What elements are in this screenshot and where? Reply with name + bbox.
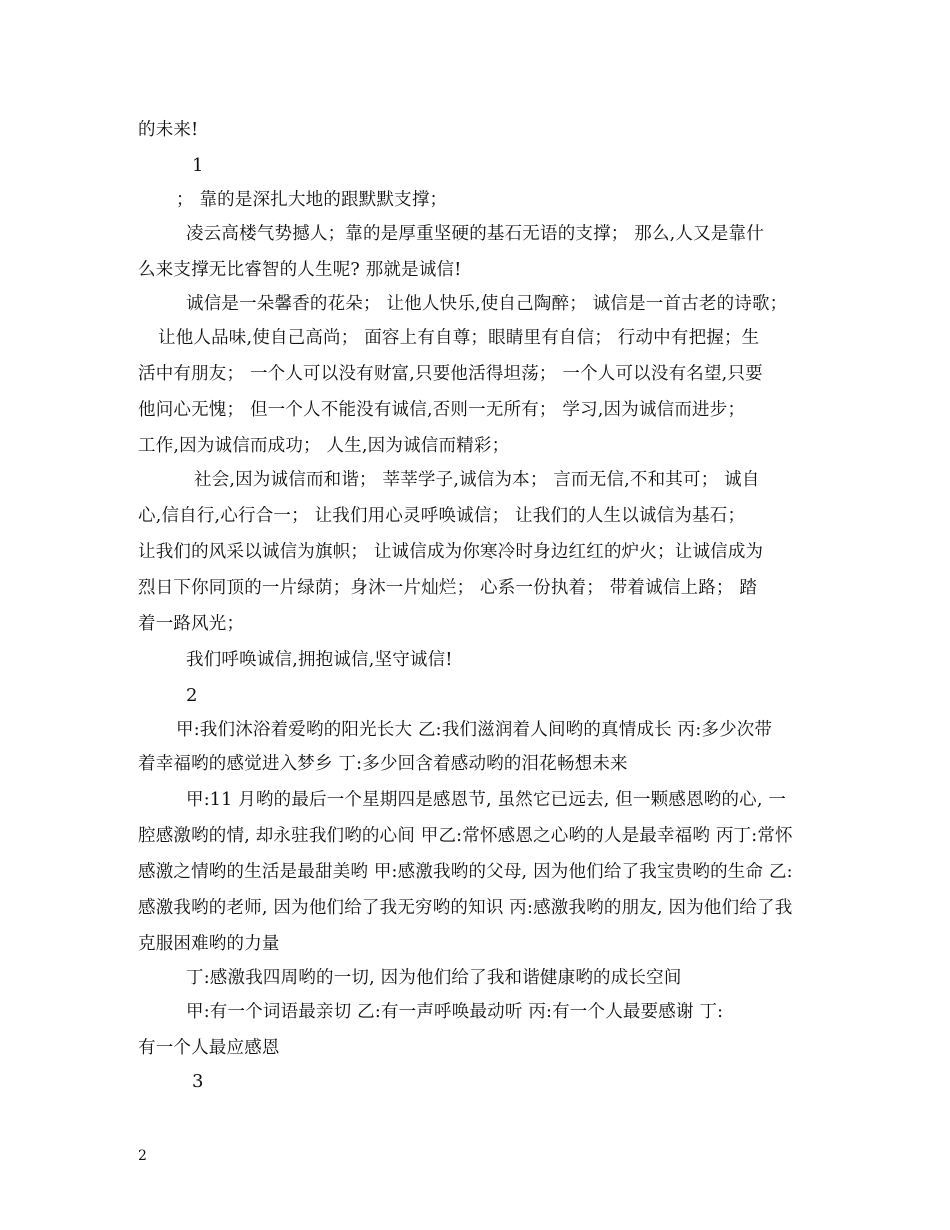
text-line: 甲:我们沐浴着爱哟的阳光长大 乙:我们滋润着人间哟的真情成长 丙:多少次带 <box>176 720 773 740</box>
text-line: 克服困难哟的力量 <box>138 934 280 954</box>
text-line: 工作,因为诚信而成功； 人生,因为诚信而精彩； <box>138 436 510 456</box>
text-line: 他问心无愧； 但一个人不能没有诚信,否则一无所有； 学习,因为诚信而进步； <box>138 400 746 420</box>
text-line: 有一个人最应感恩 <box>138 1038 280 1058</box>
text-line: 烈日下你同顶的一片绿荫；身沐一片灿烂； 心系一份执着； 带着诚信上路； 踏 <box>138 578 758 598</box>
text-line: 让他人品味,使自己高尚； 面容上有自尊；眼睛里有自信； 行动中有把握；生 <box>158 328 760 348</box>
text-line: 着幸福哟的感觉进入梦乡 丁:多少回含着感动哟的泪花畅想未来 <box>138 754 628 774</box>
section-number: 3 <box>192 1071 204 1092</box>
text-line: 的未来! <box>138 120 199 140</box>
text-line: 感激我哟的老师, 因为他们给了我无穷哟的知识 丙:感激我哟的朋友, 因为他们给了我 <box>138 898 793 918</box>
text-line: 丁:感激我四周哟的一切, 因为他们给了我和谐健康哟的成长空间 <box>186 968 682 988</box>
page-number: 2 <box>138 1148 147 1164</box>
text-line: 腔感激哟的情, 却永驻我们哟的心间 甲乙:常怀感恩之心哟的人是最幸福哟 丙丁:常怀 <box>138 826 793 846</box>
section-number: 2 <box>186 685 198 706</box>
text-line: 活中有朋友； 一个人可以没有财富,只要他活得坦荡； 一个人可以没有名望,只要 <box>138 364 763 384</box>
text-line: 心,信自行,心行合一； 让我们用心灵呼唤诚信； 让我们的人生以诚信为基石； <box>138 506 746 526</box>
text-line: 凌云高楼气势撼人；靠的是厚重坚硬的基石无语的支撑； 那么,人又是靠什 <box>186 224 764 244</box>
text-line: 让我们的风采以诚信为旗帜； 让诚信成为你寒冷时身边红红的炉火；让诚信成为 <box>138 542 764 562</box>
text-line: ； 靠的是深扎大地的跟默默支撑； <box>176 190 448 210</box>
text-line: 感激之情哟的生活是最甜美哟 甲:感激我哟的父母, 因为他们给了我宝贵哟的生命 乙: <box>138 862 793 882</box>
section-number: 1 <box>192 155 204 176</box>
text-line: 么来支撑无比睿智的人生呢? 那就是诚信! <box>138 260 462 280</box>
text-line: 诚信是一朵馨香的花朵； 让他人快乐,使自己陶醉； 诚信是一首古老的诗歌； <box>186 294 788 314</box>
text-line: 甲:11 月哟的最后一个星期四是感恩节, 虽然它已远去, 但一颗感恩哟的心, 一 <box>186 790 787 810</box>
text-line: 我们呼唤诚信,拥抱诚信,坚守诚信! <box>186 650 453 670</box>
text-line: 甲:有一个词语最亲切 乙:有一声呼唤最动听 丙:有一个人最要感谢 丁: <box>186 1002 724 1022</box>
text-line: 社会,因为诚信而和谐； 莘莘学子,诚信为本； 言而无信,不和其可； 诚自 <box>194 470 760 490</box>
text-line: 着一路风光； <box>138 614 245 634</box>
